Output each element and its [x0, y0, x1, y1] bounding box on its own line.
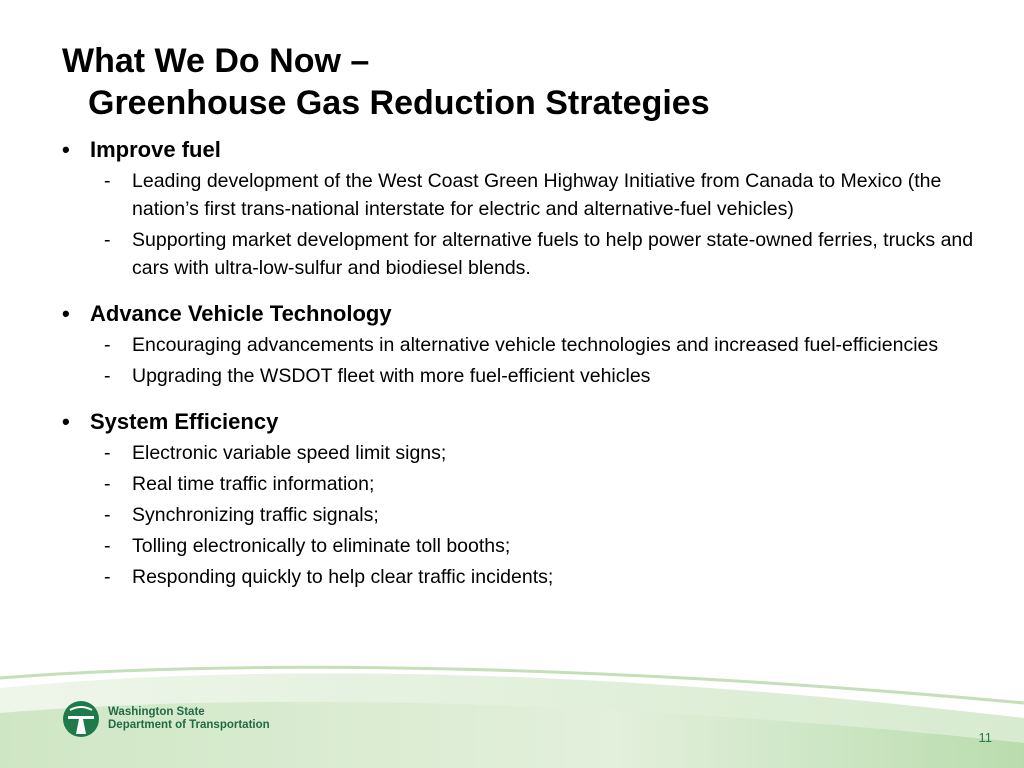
logo-line-1: Washington State [108, 706, 205, 718]
list-item: - Responding quickly to help clear traffic incidents; [104, 566, 554, 588]
section-system-efficiency [60, 408, 980, 591]
section-improve-fuel [60, 136, 980, 282]
wsdot-logo [62, 700, 270, 738]
list-item: - Real time traffic information; [104, 473, 375, 495]
list-item: - Tolling electronically to eliminate toll booths; [104, 535, 511, 557]
bullet-icon: • [62, 301, 70, 326]
logo-line-2: Department of Transportation [108, 719, 270, 731]
bullet-content [60, 136, 980, 609]
wsdot-logo-icon [62, 700, 100, 738]
bullet-icon: • [62, 409, 70, 434]
slide-title [62, 40, 710, 124]
section-heading: System Efficiency [90, 409, 279, 434]
list-item: - Leading development of the West Coast Green Highway Initiative from Canada to Mexico (the nation’s first trans-national interstate for electric and alternative-fuel vehicles) [104, 170, 942, 220]
bullet-icon: • [62, 137, 70, 162]
title-line-2: Greenhouse Gas Reduction Strategies [88, 84, 710, 122]
list-item: - Supporting market development for alternative fuels to help power state-owned ferries, trucks and cars with ultra-low-sulfur and biodiesel blends. [104, 229, 974, 279]
list-item: - Electronic variable speed limit signs; [104, 442, 447, 464]
title-line-1: What We Do Now – [62, 42, 370, 80]
list-item: - Synchronizing traffic signals; [104, 504, 379, 526]
list-item: - Upgrading the WSDOT fleet with more fuel-efficient vehicles [104, 365, 651, 387]
section-advance-vehicle-technology [60, 300, 980, 390]
section-heading: Advance Vehicle Technology [90, 301, 392, 326]
list-item: - Encouraging advancements in alternative vehicle technologies and increased fuel-efficiencies [104, 334, 939, 356]
section-heading: Improve fuel [90, 137, 221, 162]
page-number: 11 [978, 730, 992, 745]
